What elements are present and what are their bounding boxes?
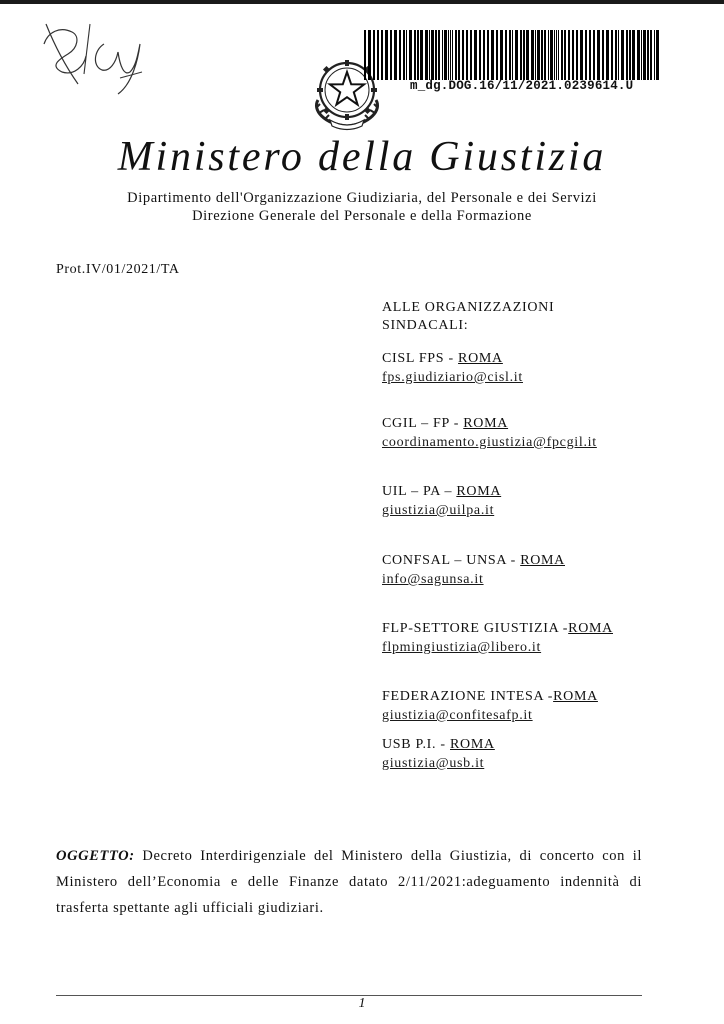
barcode-bar [373, 30, 375, 80]
protocol-number: Prot.IV/01/2021/TA [56, 262, 180, 277]
barcode-bar [615, 30, 617, 80]
barcode-bar [637, 30, 640, 80]
top-border-line [0, 0, 724, 4]
subject-text: Decreto Interdirigenziale del Ministero della Giustizia, di concerto con il Ministero dell’Economia e delle Finanze datato 2/11/2021:adeguamento indennità di trasferta spettante agli ufficiali giudiziari. [56, 848, 642, 916]
barcode-bar [535, 30, 536, 80]
barcode-bar [526, 30, 529, 80]
barcode-bar [429, 30, 430, 80]
barcode-bar [483, 30, 485, 80]
barcode-bar [548, 30, 549, 80]
barcode-bar [593, 30, 595, 80]
barcode-bar [452, 30, 453, 80]
barcode-bar [576, 30, 578, 80]
barcode-bar [462, 30, 464, 80]
barcode-bar [650, 30, 652, 80]
barcode-bar [474, 30, 477, 80]
page-number: 1 [358, 996, 366, 1011]
barcode-bar [626, 30, 628, 80]
barcode-bar [632, 30, 635, 80]
barcode-bar [589, 30, 591, 80]
recipient-email-link[interactable]: info@sagunsa.it [382, 572, 484, 587]
barcode-bar [394, 30, 397, 80]
recipient-flp [382, 619, 613, 657]
barcode-bar [585, 30, 587, 80]
barcode-bar [641, 30, 642, 80]
barcode-bar [537, 30, 540, 80]
barcode-bar [406, 30, 407, 80]
recipient-name: FEDERAZIONE INTESA - [382, 689, 554, 704]
barcode-bar [558, 30, 559, 80]
recipient-city: ROMA [458, 351, 503, 366]
barcode-bar [420, 30, 423, 80]
barcode-bar [561, 30, 563, 80]
barcode-bar [618, 30, 619, 80]
barcode-bar [515, 30, 518, 80]
barcode-bar [381, 30, 383, 80]
recipient-uil [382, 482, 501, 520]
recipients-block [382, 299, 712, 771]
protocol-barcode [364, 30, 660, 80]
barcode-bar [554, 30, 555, 80]
subject-paragraph: OGGETTO: Decreto Interdirigenziale del Ministero della Giustizia, di concerto con il Ministero dell’Economia e delle Finanze datato 2/11/2021:adeguamento indennità di trasferta spettante agli ufficiali giudiziari. [56, 848, 642, 916]
barcode-bar [611, 30, 613, 80]
barcode-bar [541, 30, 543, 80]
barcode-bar [435, 30, 437, 80]
barcode-bar [403, 30, 405, 80]
barcode-bar [654, 30, 655, 80]
recipient-name: FLP-SETTORE GIUSTIZIA - [382, 621, 569, 636]
barcode-bar [531, 30, 534, 80]
barcode-bar [505, 30, 507, 80]
barcode-bar [425, 30, 428, 80]
recipient-cgil [382, 414, 597, 452]
barcode-bar [444, 30, 447, 80]
barcode-bar [466, 30, 468, 80]
barcode-bar [512, 30, 513, 80]
recipient-email-link[interactable]: flpmingiustizia@libero.it [382, 640, 542, 655]
barcode-bar [550, 30, 553, 80]
barcode-bar [564, 30, 566, 80]
barcode-bar [414, 30, 416, 80]
ministry-title: Ministero della Giustizia [117, 134, 607, 180]
barcode-bar [602, 30, 604, 80]
barcode-bar [491, 30, 494, 80]
recipient-city: ROMA [553, 689, 598, 704]
recipient-email-link[interactable]: giustizia@uilpa.it [382, 503, 495, 518]
barcode-bar [470, 30, 472, 80]
recipient-confsal [382, 551, 565, 589]
barcode-bar [455, 30, 457, 80]
barcode-bar [442, 30, 443, 80]
barcode-bar [431, 30, 434, 80]
barcode-bar [572, 30, 574, 80]
recipient-usb [382, 735, 495, 773]
barcode-bar [450, 30, 451, 80]
barcode-bar [448, 30, 449, 80]
recipients-heading-line2: SINDACALI: [382, 318, 469, 333]
barcode-bar [399, 30, 401, 80]
protocol-code: m_dg.DOG.16/11/2021.0239614.U [410, 79, 634, 93]
recipient-intesa [382, 687, 598, 725]
recipients-heading-line1: ALLE ORGANIZZAZIONI [382, 300, 555, 315]
recipients-heading [382, 299, 712, 335]
barcode-bar [377, 30, 379, 80]
barcode-bar [520, 30, 522, 80]
barcode-bar [597, 30, 600, 80]
barcode-bar [487, 30, 489, 80]
recipient-cisl [382, 349, 523, 387]
barcode-bar [643, 30, 646, 80]
barcode-bar [458, 30, 460, 80]
department-name: Dipartimento dell'Organizzazione Giudiziaria, del Personale e dei Servizi [127, 190, 597, 206]
barcode-bar [438, 30, 440, 80]
recipient-name: UIL – PA – [382, 484, 457, 499]
barcode-bar [556, 30, 557, 80]
recipient-name: CISL FPS - [382, 351, 459, 366]
recipient-email-link[interactable]: giustizia@usb.it [382, 756, 485, 771]
direction-name: Direzione Generale del Personale e della Formazione [192, 208, 532, 224]
recipient-email-link[interactable]: fps.giudiziario@cisl.it [382, 370, 523, 385]
subject-label: OGGETTO [56, 848, 130, 864]
barcode-bar [496, 30, 498, 80]
barcode-bar [479, 30, 481, 80]
barcode-bar [580, 30, 583, 80]
recipient-city: ROMA [463, 416, 509, 431]
barcode-bar [390, 30, 392, 80]
barcode-bar [568, 30, 570, 80]
recipient-name: CONFSAL – UNSA - [382, 553, 521, 568]
recipient-city: ROMA [450, 737, 495, 752]
recipient-name: USB P.I. - [382, 737, 450, 752]
barcode-bar [417, 30, 419, 80]
barcode-bar [647, 30, 649, 80]
barcode-bar [509, 30, 511, 80]
recipient-email-link[interactable]: coordinamento.giustizia@fpcgil.it [382, 435, 597, 450]
barcode-bar [500, 30, 503, 80]
barcode-bar [409, 30, 412, 80]
recipient-city: ROMA [568, 621, 613, 636]
barcode-bar [629, 30, 631, 80]
department-header [0, 189, 724, 225]
recipient-name: CGIL – FP - [382, 416, 464, 431]
barcode-bar [656, 30, 659, 80]
barcode-bar [606, 30, 609, 80]
recipient-city: ROMA [456, 484, 502, 499]
recipient-email-link[interactable]: giustizia@confitesafp.it [382, 708, 533, 723]
barcode-bar [523, 30, 525, 80]
barcode-bar [544, 30, 546, 80]
barcode-bar [385, 30, 388, 80]
barcode-bar [368, 30, 371, 80]
barcode-bar [364, 30, 366, 80]
barcode-bar [621, 30, 624, 80]
recipient-city: ROMA [520, 553, 565, 568]
handwritten-annotation [34, 14, 154, 104]
